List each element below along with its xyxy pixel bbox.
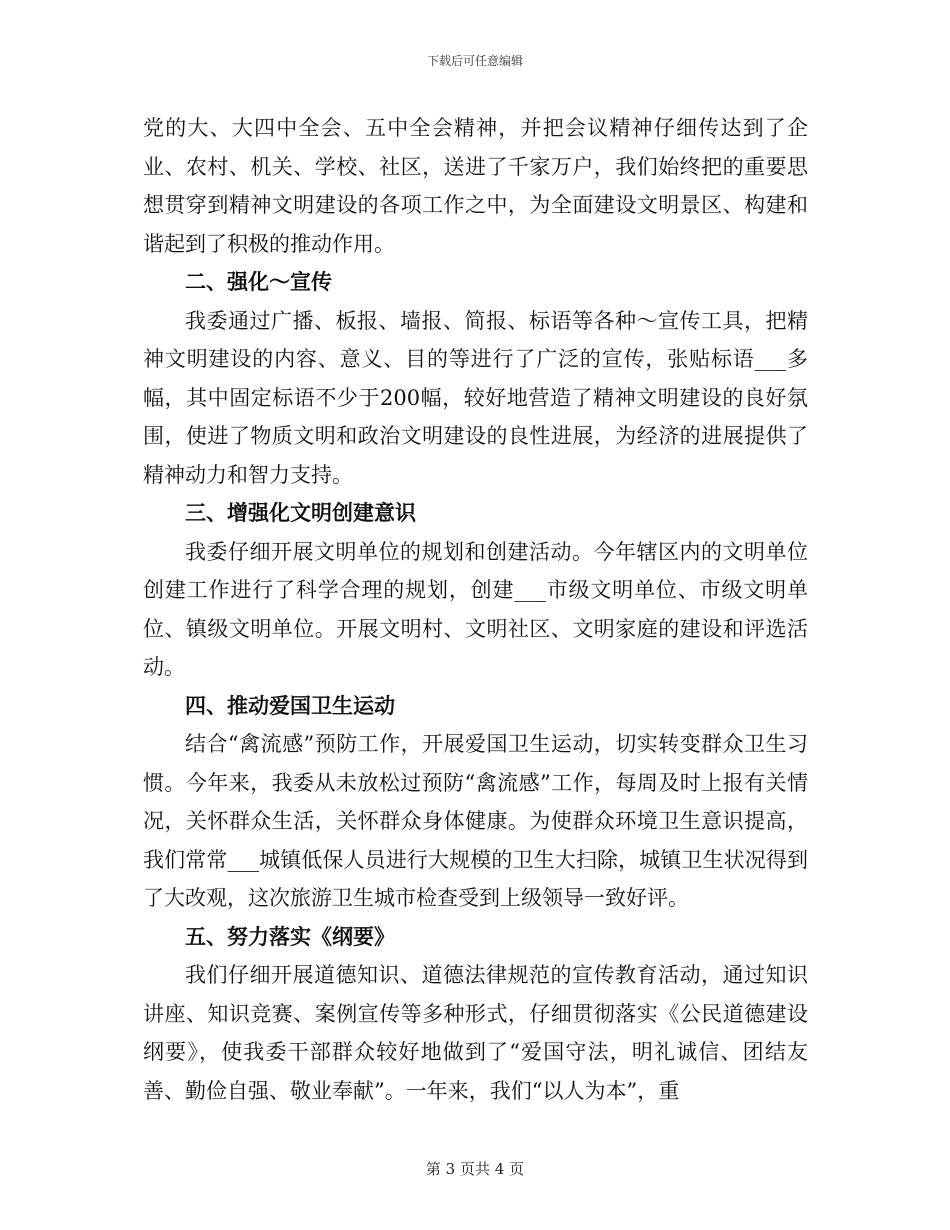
paragraph-section-4: 结合“禽流感”预防工作，开展爱国卫生运动，切实转变群众卫生习惯。今年来，我委从未放松过预防“禽流感”工作，每周及时上报有关情况，关怀群众生活，关怀群众身体健康。为使群众环境卫生意识提高，我们常常___城镇低保人员进行大规模的卫生大扫除，城镇卫生状况得到了大改观，这次旅游卫生城市检查受到上级领导一致好评。 — [143, 732, 808, 910]
paragraph-continuation: 党的大、大四中全会、五中全会精神，并把会议精神仔细传达到了企业、农村、机关、学校、社区，送进了千家万户，我们始终把的重要思想贯穿到精神文明建设的各项工作之中，为全面建设文明景区、构建和谐起到了积极的推动作用。 — [143, 116, 808, 256]
document-body — [143, 109, 808, 1110]
section-heading-4: 四、推动爱国卫生运动 — [185, 692, 395, 718]
page-header: 下载后可任意编辑 — [426, 54, 523, 68]
page-number: 第 3 页共 4 页 — [425, 1160, 525, 1178]
section-heading-3: 三、增强化文明创建意识 — [185, 500, 416, 525]
section-heading-2: 二、强化～宣传 — [185, 269, 332, 294]
paragraph-section-2: 我委通过广播、板报、墙报、简报、标语等各种～宣传工具，把精神文明建设的内容、意义、目的等进行了广泛的宣传，张贴标语___多幅，其中固定标语不少于200幅，较好地营造了精神文明建设的良好氛围，使进了物质文明和政治文明建设的良性进展，为经济的进展提供了精神动力和智力支持。 — [143, 308, 808, 487]
section-heading-5: 五、努力落实《纲要》 — [185, 923, 395, 949]
paragraph-section-3: 我委仔细开展文明单位的规划和创建活动。今年辖区内的文明单位创建工作进行了科学合理的规划，创建___市级文明单位、市级文明单位、镇级文明单位。开展文明村、文明社区、文明家庭的建设和评选活动。 — [143, 539, 808, 679]
paragraph-section-5: 我们仔细开展道德知识、道德法律规范的宣传教育活动，通过知识讲座、知识竞赛、案例宣传等多种形式，仔细贯彻落实《公民道德建设纲要》，使我委干部群众较好地做到了“爱国守法，明礼诚信、团结友善、勤俭自强、敬业奉献”。一年来，我们“以人为本”，重 — [143, 963, 808, 1103]
